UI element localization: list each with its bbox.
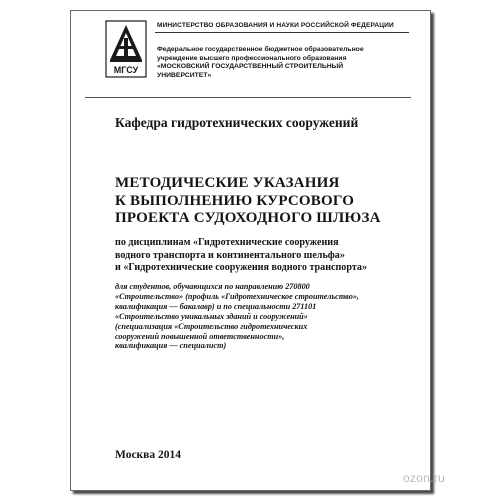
disciplines-line: по дисциплинам «Гидротехнические сооружения <box>115 237 339 248</box>
watermark: ozon.ru <box>403 471 446 485</box>
university-line: УНИВЕРСИТЕТ» <box>157 71 212 79</box>
audience-line: «Строительство уникальных зданий и сооружений» <box>115 311 308 321</box>
audience-line: (специализация «Строительство гидротехнических <box>115 321 308 331</box>
audience-line: квалификация — бакалавр) и по специальности 271101 <box>115 301 317 311</box>
title-line: МЕТОДИЧЕСКИЕ УКАЗАНИЯ <box>115 175 340 191</box>
audience-line: квалификация — специалист) <box>115 341 227 351</box>
disciplines-line: водного транспорта и континентального шельфа» <box>115 249 345 261</box>
audience-text <box>115 282 359 351</box>
title-line: К ВЫПОЛНЕНИЮ КУРСОВОГО <box>115 192 355 209</box>
mgsu-logo <box>105 20 147 78</box>
ministry-name: МИНИСТЕРСТВО ОБРАЗОВАНИЯ И НАУКИ РОССИЙСКОЙ ФЕДЕРАЦИИ <box>157 22 394 29</box>
university-line: Федеральное государственное бюджетное образовательное <box>157 46 364 53</box>
title-page <box>70 10 431 491</box>
disciplines-line: и «Гидротехнические сооружения водного транспорта» <box>115 262 368 273</box>
logo-text: МГСУ <box>113 65 139 75</box>
header-divider <box>85 97 411 98</box>
university-line: учреждение высшего профессионального образования <box>157 54 347 62</box>
ministry-divider <box>155 32 409 33</box>
university-line: «МОСКОВСКИЙ ГОСУДАРСТВЕННЫЙ СТРОИТЕЛЬНЫЙ <box>157 63 344 71</box>
city-year: Москва 2014 <box>115 449 182 461</box>
audience-line: сооружений повышенной ответственности», <box>115 331 285 341</box>
audience-line: «Строительство» (профиль «Гидротехническое строительство», <box>115 291 359 301</box>
university-name <box>157 46 421 80</box>
audience-line: для студентов, обучающихся по направлению 270800 <box>115 282 310 291</box>
title-line: ПРОЕКТА СУДОХОДНОГО ШЛЮЗА <box>115 210 381 226</box>
department-name: Кафедра гидротехнических сооружений <box>115 115 359 130</box>
document-title <box>115 175 381 228</box>
disciplines-text <box>115 237 367 275</box>
